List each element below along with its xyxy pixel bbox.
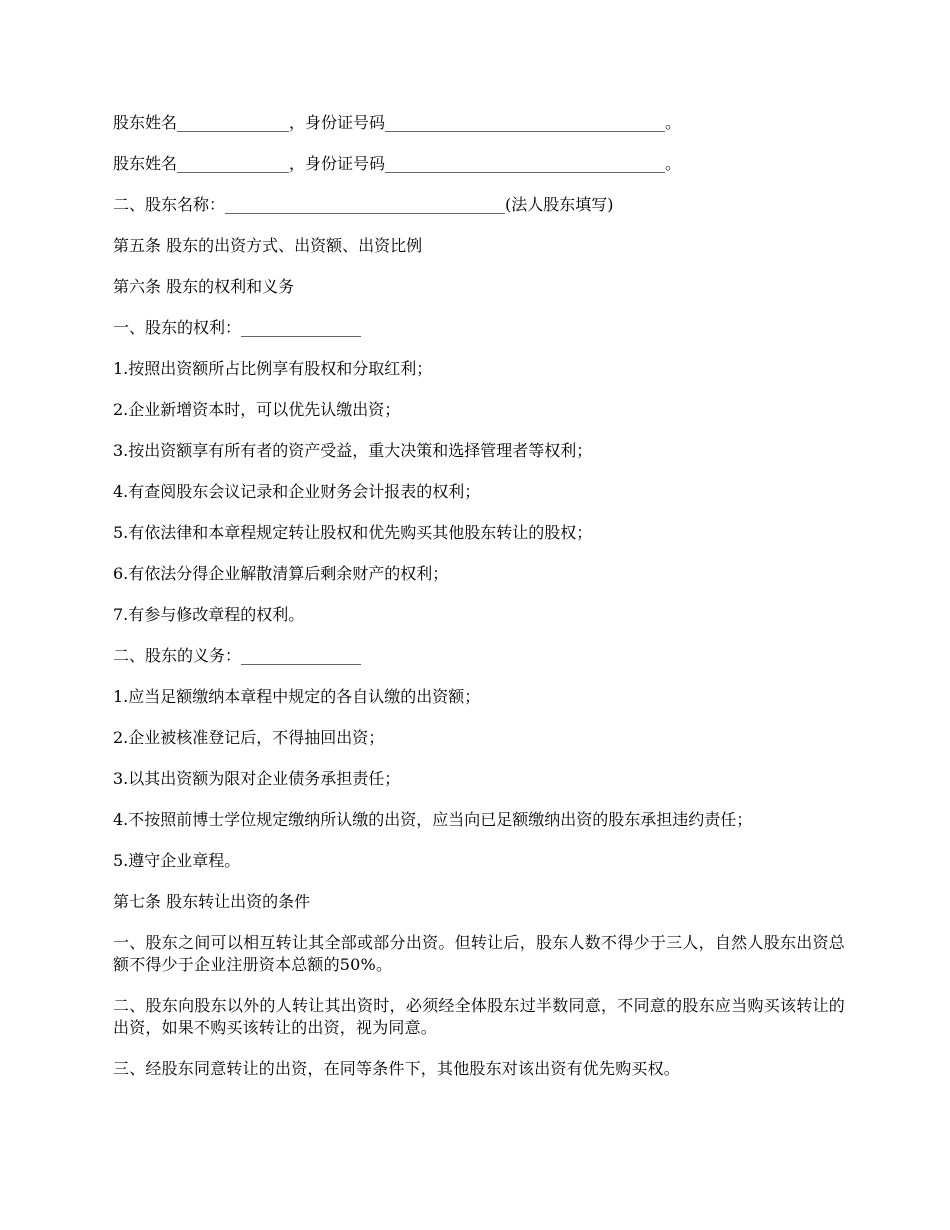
- obligations-heading: 二、股东的义务：_______________: [113, 646, 362, 665]
- rights-item: 3.按出资额享有所有者的资产受益，重大决策和选择管理者等权利；: [113, 441, 593, 460]
- rights-item: 5.有依法律和本章程规定转让股权和优先购买其他股东转让的股权；: [113, 523, 593, 542]
- rights-item: 6.有依法分得企业解散清算后剩余财产的权利；: [113, 564, 449, 583]
- article-5-heading: 第五条 股东的出资方式、出资额、出资比例: [113, 236, 423, 255]
- obligations-item: 1.应当足额缴纳本章程中规定的各自认缴的出资额；: [113, 687, 481, 706]
- rights-item: 2.企业新增资本时，可以优先认缴出资；: [113, 400, 401, 419]
- rights-heading: 一、股东的权利：_______________: [113, 318, 362, 337]
- shareholder-name-id-line: 股东姓名______________，身份证号码___________________________________。: [113, 113, 682, 132]
- article-7-heading: 第七条 股东转让出资的条件: [113, 892, 311, 911]
- obligations-item: 2.企业被核准登记后，不得抽回出资；: [113, 728, 385, 747]
- article-6-heading: 第六条 股东的权利和义务: [113, 277, 295, 296]
- obligations-item: 3.以其出资额为限对企业债务承担责任；: [113, 769, 401, 788]
- corporate-shareholder-name-line: 二、股东名称：___________________________________(法人股东填写): [113, 195, 614, 214]
- transfer-condition-paragraph: 一、股东之间可以相互转让其全部或部分出资。但转让后，股东人数不得少于三人，自然人股东出资总额不得少于企业注册资本总额的50%。: [113, 933, 845, 974]
- obligations-item: 4.不按照前博士学位规定缴纳所认缴的出资，应当向已足额缴纳出资的股东承担违约责任；: [113, 810, 753, 829]
- rights-item: 7.有参与修改章程的权利。: [113, 605, 305, 624]
- transfer-condition-paragraph: 二、股东向股东以外的人转让其出资时，必须经全体股东过半数同意，不同意的股东应当购买该转让的出资，如果不购买该转让的出资，视为同意。: [113, 996, 845, 1037]
- rights-item: 1.按照出资额所占比例享有股权和分取红利；: [113, 359, 433, 378]
- shareholder-name-id-line: 股东姓名______________，身份证号码___________________________________。: [113, 154, 682, 173]
- transfer-condition-paragraph: 三、经股东同意转让的出资，在同等条件下，其他股东对该出资有优先购买权。: [113, 1059, 681, 1078]
- document-page: [113, 112, 845, 1099]
- obligations-item: 5.遵守企业章程。: [113, 851, 241, 870]
- rights-item: 4.有查阅股东会议记录和企业财务会计报表的权利；: [113, 482, 481, 501]
